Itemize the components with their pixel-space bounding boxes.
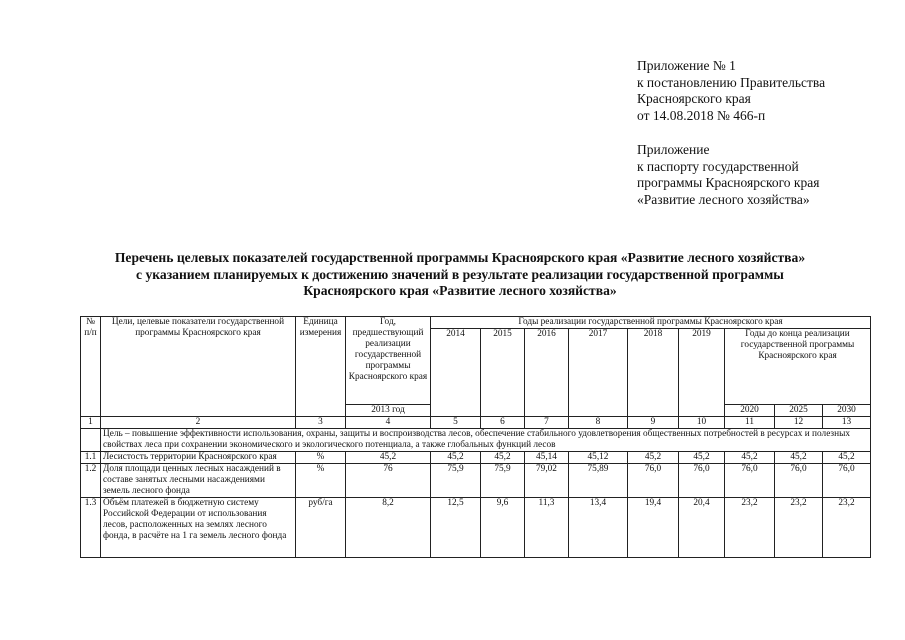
value-2015: 75,9 [481,464,525,498]
value-2017: 45,12 [569,452,628,464]
header-prev-year: Год, предшествующий реализации государственной программы Красноярского края [346,317,431,405]
value-2018: 76,0 [628,464,679,498]
value-2019: 45,2 [679,452,725,464]
header-until-end: Годы до конца реализации государственной программы Красноярского края [725,329,871,405]
header-year-2019: 2019 [679,329,725,417]
appendix-line: Приложение № 1 [637,58,736,73]
value-2014: 45,2 [431,452,481,464]
value-2020: 76,0 [725,464,775,498]
appendix-line: к постановлению Правительства [637,74,826,90]
value-2030: 76,0 [823,464,871,498]
value-2016: 45,14 [525,452,569,464]
header-prev-year-value: 2013 год [346,405,431,417]
value-2017: 75,89 [569,464,628,498]
header-year-2020: 2020 [725,405,775,417]
table-row [81,452,871,464]
header-year-2015: 2015 [481,329,525,417]
column-number: 13 [823,417,871,429]
appendix-line: Красноярского края [637,91,751,106]
value-2019: 76,0 [679,464,725,498]
column-number: 9 [628,417,679,429]
row-number: 1.2 [81,464,101,498]
value-2025: 23,2 [775,498,823,558]
appendix-line: программы Красноярского края [637,175,820,190]
column-numbers-row [81,417,871,429]
document-title [60,250,860,300]
goal-row [81,429,871,452]
appendix-line: «Развитие лесного хозяйства» [637,191,810,207]
appendix-line: к паспорту государственной [637,158,799,174]
value-2017: 13,4 [569,498,628,558]
value-2020: 23,2 [725,498,775,558]
goal-text: Цель – повышение эффективности использования, охраны, защиты и воспроизводства лесов, обеспечение стабильного удовлетворения общественных потребностей в ресурсах и полезных свойствах леса при сохранении экономического и экологического потенциала, а также глобальных функций лесов [101,429,871,452]
indicator-name: Доля площади ценных лесных насаждений в составе занятых лесными насаждениями земель лесного фонда [101,464,296,498]
value-2013: 76 [346,464,431,498]
column-number: 6 [481,417,525,429]
column-number: 1 [81,417,101,429]
column-number: 5 [431,417,481,429]
table-row [81,498,871,558]
column-number: 12 [775,417,823,429]
column-number: 11 [725,417,775,429]
value-2030: 23,2 [823,498,871,558]
header-goals: Цели, целевые показатели государственной программы Красноярского края [101,317,296,417]
value-2020: 45,2 [725,452,775,464]
appendix-block [637,58,897,208]
value-2030: 45,2 [823,452,871,464]
header-num: № п/п [81,317,101,417]
indicator-name: Лесистость территории Красноярского края [101,452,296,464]
indicator-unit: руб/га [296,498,346,558]
indicator-unit: % [296,452,346,464]
header-year-2030: 2030 [823,405,871,417]
header-years-of-implementation: Годы реализации государственной программы Красноярского края [431,317,871,329]
indicator-unit: % [296,464,346,498]
title-line: с указанием планируемых к достижению значений в результате реализации государственной программы [136,266,784,282]
value-2013: 45,2 [346,452,431,464]
indicator-name: Объём платежей в бюджетную систему Российской Федерации от использования лесов, расположенных на землях лесного фонда, в расчёте на 1 га земель лесного фонда [101,498,296,558]
value-2014: 75,9 [431,464,481,498]
column-number: 4 [346,417,431,429]
header-unit: Единица измерения [296,317,346,417]
appendix-line: Приложение [637,142,710,157]
column-number: 2 [101,417,296,429]
title-line: Перечень целевых показателей государственной программы Красноярского края «Развитие лесного хозяйства» [114,250,806,265]
header-year-2014: 2014 [431,329,481,417]
value-2025: 76,0 [775,464,823,498]
value-2013: 8,2 [346,498,431,558]
value-2014: 12,5 [431,498,481,558]
value-2016: 11,3 [525,498,569,558]
header-year-2025: 2025 [775,405,823,417]
value-2018: 45,2 [628,452,679,464]
value-2018: 19,4 [628,498,679,558]
indicators-table [80,316,871,558]
appendix-line: от 14.08.2018 № 466-п [637,107,766,123]
value-2015: 9,6 [481,498,525,558]
header-year-2017: 2017 [569,329,628,417]
value-2016: 79,02 [525,464,569,498]
column-number: 7 [525,417,569,429]
row-number: 1.1 [81,452,101,464]
value-2019: 20,4 [679,498,725,558]
header-year-2018: 2018 [628,329,679,417]
header-year-2016: 2016 [525,329,569,417]
row-number: 1.3 [81,498,101,558]
table-row [81,464,871,498]
column-number: 3 [296,417,346,429]
value-2025: 45,2 [775,452,823,464]
value-2015: 45,2 [481,452,525,464]
column-number: 8 [569,417,628,429]
title-line: Красноярского края «Развитие лесного хозяйства» [303,283,617,298]
column-number: 10 [679,417,725,429]
